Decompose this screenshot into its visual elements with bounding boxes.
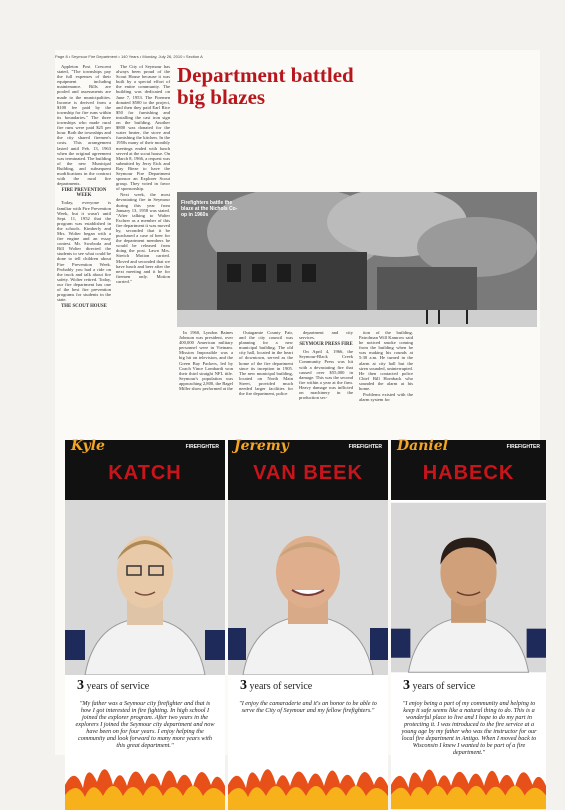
subhead-scout-house: THE SCOUT HOUSE — [61, 304, 107, 310]
portrait-photo — [391, 500, 546, 675]
column-paragraph: Appleton Post Crescent stated, "The townships pay the full expenses of their equipment including maintenance. Bills are pooled and assessments are made to the municipalities. Income is derived from a $100 fee paid by the township for fire runs within its boundaries." The three townships who made rural fire runs were paid $25 per hour. Both the townships and the city shared firemen's costs. This arrangement lasted until Feb. 13, 1963 when the original agreement was terminated. The building of the new Municipal Building, and subsequent modifications in the contract with the rural fire departments. — [57, 64, 111, 187]
first-name: Daniel — [397, 438, 448, 454]
years-number: 3 — [403, 678, 410, 693]
firefighter-card-vanbeek — [228, 440, 388, 810]
first-name: Kyle — [71, 438, 105, 454]
card-header — [228, 440, 388, 500]
column-paragraph: department and city services. — [299, 330, 353, 341]
article-column-6 — [359, 330, 413, 403]
role-label: FIREFIGHTER — [185, 444, 219, 450]
article-column-5 — [299, 330, 353, 401]
last-name: KATCH — [108, 462, 182, 484]
card-header — [65, 440, 225, 500]
flames-graphic — [228, 750, 388, 810]
column-paragraph: The City of Seymour has always been proud of the Scout House because it was built by a special effort of the entire community. The building was dedicated on June 7, 1953. The Firemen donated $500 to the project, and then they paid Earl Rice $50 for furnishing and installing the cast iron sign on the building. Another $800 was donated for the water heater, the stove and furnishing the kitchen. In the 1950s many of their monthly meetings ended with lunch served at the scout house. On March 8, 1966, a request was submitted by Jerry Eick and Ray Bieze to have the Seymour Fire Department sponsor an Explorer Scout group. They voted in favor of sponsorship. — [116, 64, 170, 192]
years-label: years of service — [412, 681, 476, 692]
headline-line-1: Department battled — [177, 63, 354, 87]
flames-graphic — [391, 750, 546, 810]
column-paragraph: Problems existed with the alarm system for — [359, 392, 413, 403]
years-number: 3 — [240, 678, 247, 693]
fire-photo — [177, 192, 537, 327]
portrait-photo — [228, 500, 388, 675]
card-header — [391, 440, 546, 500]
role-label: FIREFIGHTER — [506, 444, 540, 450]
column-paragraph: tion of the building. Patrolman Will Kamrow said he noticed smoke coming from the building when he was making his rounds at 5:30 a.m. He turned in the alarm at city hall but the siren sounded, uninterrupted. He then contacted police Chief Bill Hornback who sounded the alarm at his home. — [359, 330, 413, 392]
firefighter-card-katch — [65, 440, 225, 810]
article-column-2 — [116, 64, 170, 285]
article-column-3 — [179, 330, 233, 392]
years-of-service — [240, 678, 312, 694]
last-name: VAN BEEK — [253, 462, 363, 484]
headline — [177, 64, 354, 108]
role-label: FIREFIGHTER — [348, 444, 382, 450]
years-of-service — [403, 678, 475, 694]
quote: "I enjoy the camaraderie and it's an honor to be able to serve the City of Seymour and my fellow firefighters." — [239, 700, 377, 714]
years-label: years of service — [86, 681, 150, 692]
portrait-katch-image — [65, 500, 225, 675]
subhead-fire-prevention: FIRE PREVENTION WEEK — [61, 188, 107, 199]
years-number: 3 — [77, 678, 84, 693]
article-column-1 — [57, 64, 111, 311]
years-of-service — [77, 678, 149, 694]
portrait-vanbeek-image — [228, 500, 388, 675]
subhead-seymour-press: SEYMOUR PRESS FIRE — [299, 342, 353, 348]
headline-line-2: big blazes — [177, 85, 266, 109]
quote: "I enjoy being a part of my community and helping to keep it safe seems like a natural thing to do. This is a wonderful place to live and I hope to do my part in protecting it. I was introduced to the fire service at a young age by my father who was the instructor for our local fire department in Antigo. When I moved back to Wisconsin I knew I wanted to be part of a fire department." — [401, 700, 537, 756]
first-name: Jeremy — [234, 438, 289, 454]
column-paragraph: Outagamie County Fair, and the city council was planning for a new municipal building. The old city hall, located in the heart of downtown, served as the home of the fire department since its inception in 1905. The new municipal building, located on North Main Street, provided much needed larger facilities for the fire department, police — [239, 330, 293, 397]
years-label: years of service — [249, 681, 313, 692]
portrait-photo — [65, 500, 225, 675]
column-paragraph: Next week, the most devastating fire in Seymour during this year from January 13, 1958 was stated. "After talking to Walter Eschrer as a member of this fire department it was moved by, seconded that it be purchased a case of beer for the department members he would be released from doing the post. Lawn Mrs. Streich Motion carried. Moved and seconded that we have lunch and beer after the next meeting and it be for firemen only. Motion carried." — [116, 192, 170, 284]
firefighter-card-habeck — [391, 440, 546, 810]
page-header: Page 8 • Seymour Fire Department • 140 Years • Monday, July 26, 2010 • Section A — [55, 54, 203, 59]
column-paragraph: Today, everyone is familiar with Fire Prevention Week, but it wasn't until Sept. 11, 1952 that the program was established in the schools. Kimberly and Mrs. Wolter began with a fire engine and an essay contest. Mr. Swoboda and Bill Wolter directed the students to see what could be done to tell children about Fire Prevention Week. Probably you had a ride on the truck and talk about fire safety. Wolter retired. Today, our fire department has one of the best fire prevention programs for students in the state. — [57, 200, 111, 303]
article-column-4 — [239, 330, 293, 397]
last-name: HABECK — [422, 462, 515, 484]
column-paragraph: In 1960, Lyndon Baines Johnson was president, over 400,000 American military personnel were in Vietnam. Mission Impossible was a big hit on television, and the Green Bay Packers, led by Coach Vince Lombardi won their third straight NFL title. Seymour's population was approaching 2,800, the Bagel Miller show performed at the — [179, 330, 233, 392]
quote: "My father was a Seymour city firefighter and that is how I got interested in fire fighting. In high school I joined the explorer program. After two years in the explorers I joined the Seymour city department and now have been on for four years. I enjoy helping the community and look forward to many more years with this great department." — [75, 700, 215, 749]
flames-graphic — [65, 750, 225, 810]
portrait-habeck-image — [391, 500, 546, 675]
photo-caption: Firefighters battle the blaze at the Nichols Co-op in 1960s — [181, 200, 238, 218]
column-paragraph: On April 4, 1966, the Seymour-Black Creek Community Press was hit with a devastating fire that caused over $55,000 in damage. This was the second fire within a year at the firm. Heavy damage was inflicted on machinery in the production sec- — [299, 349, 353, 401]
